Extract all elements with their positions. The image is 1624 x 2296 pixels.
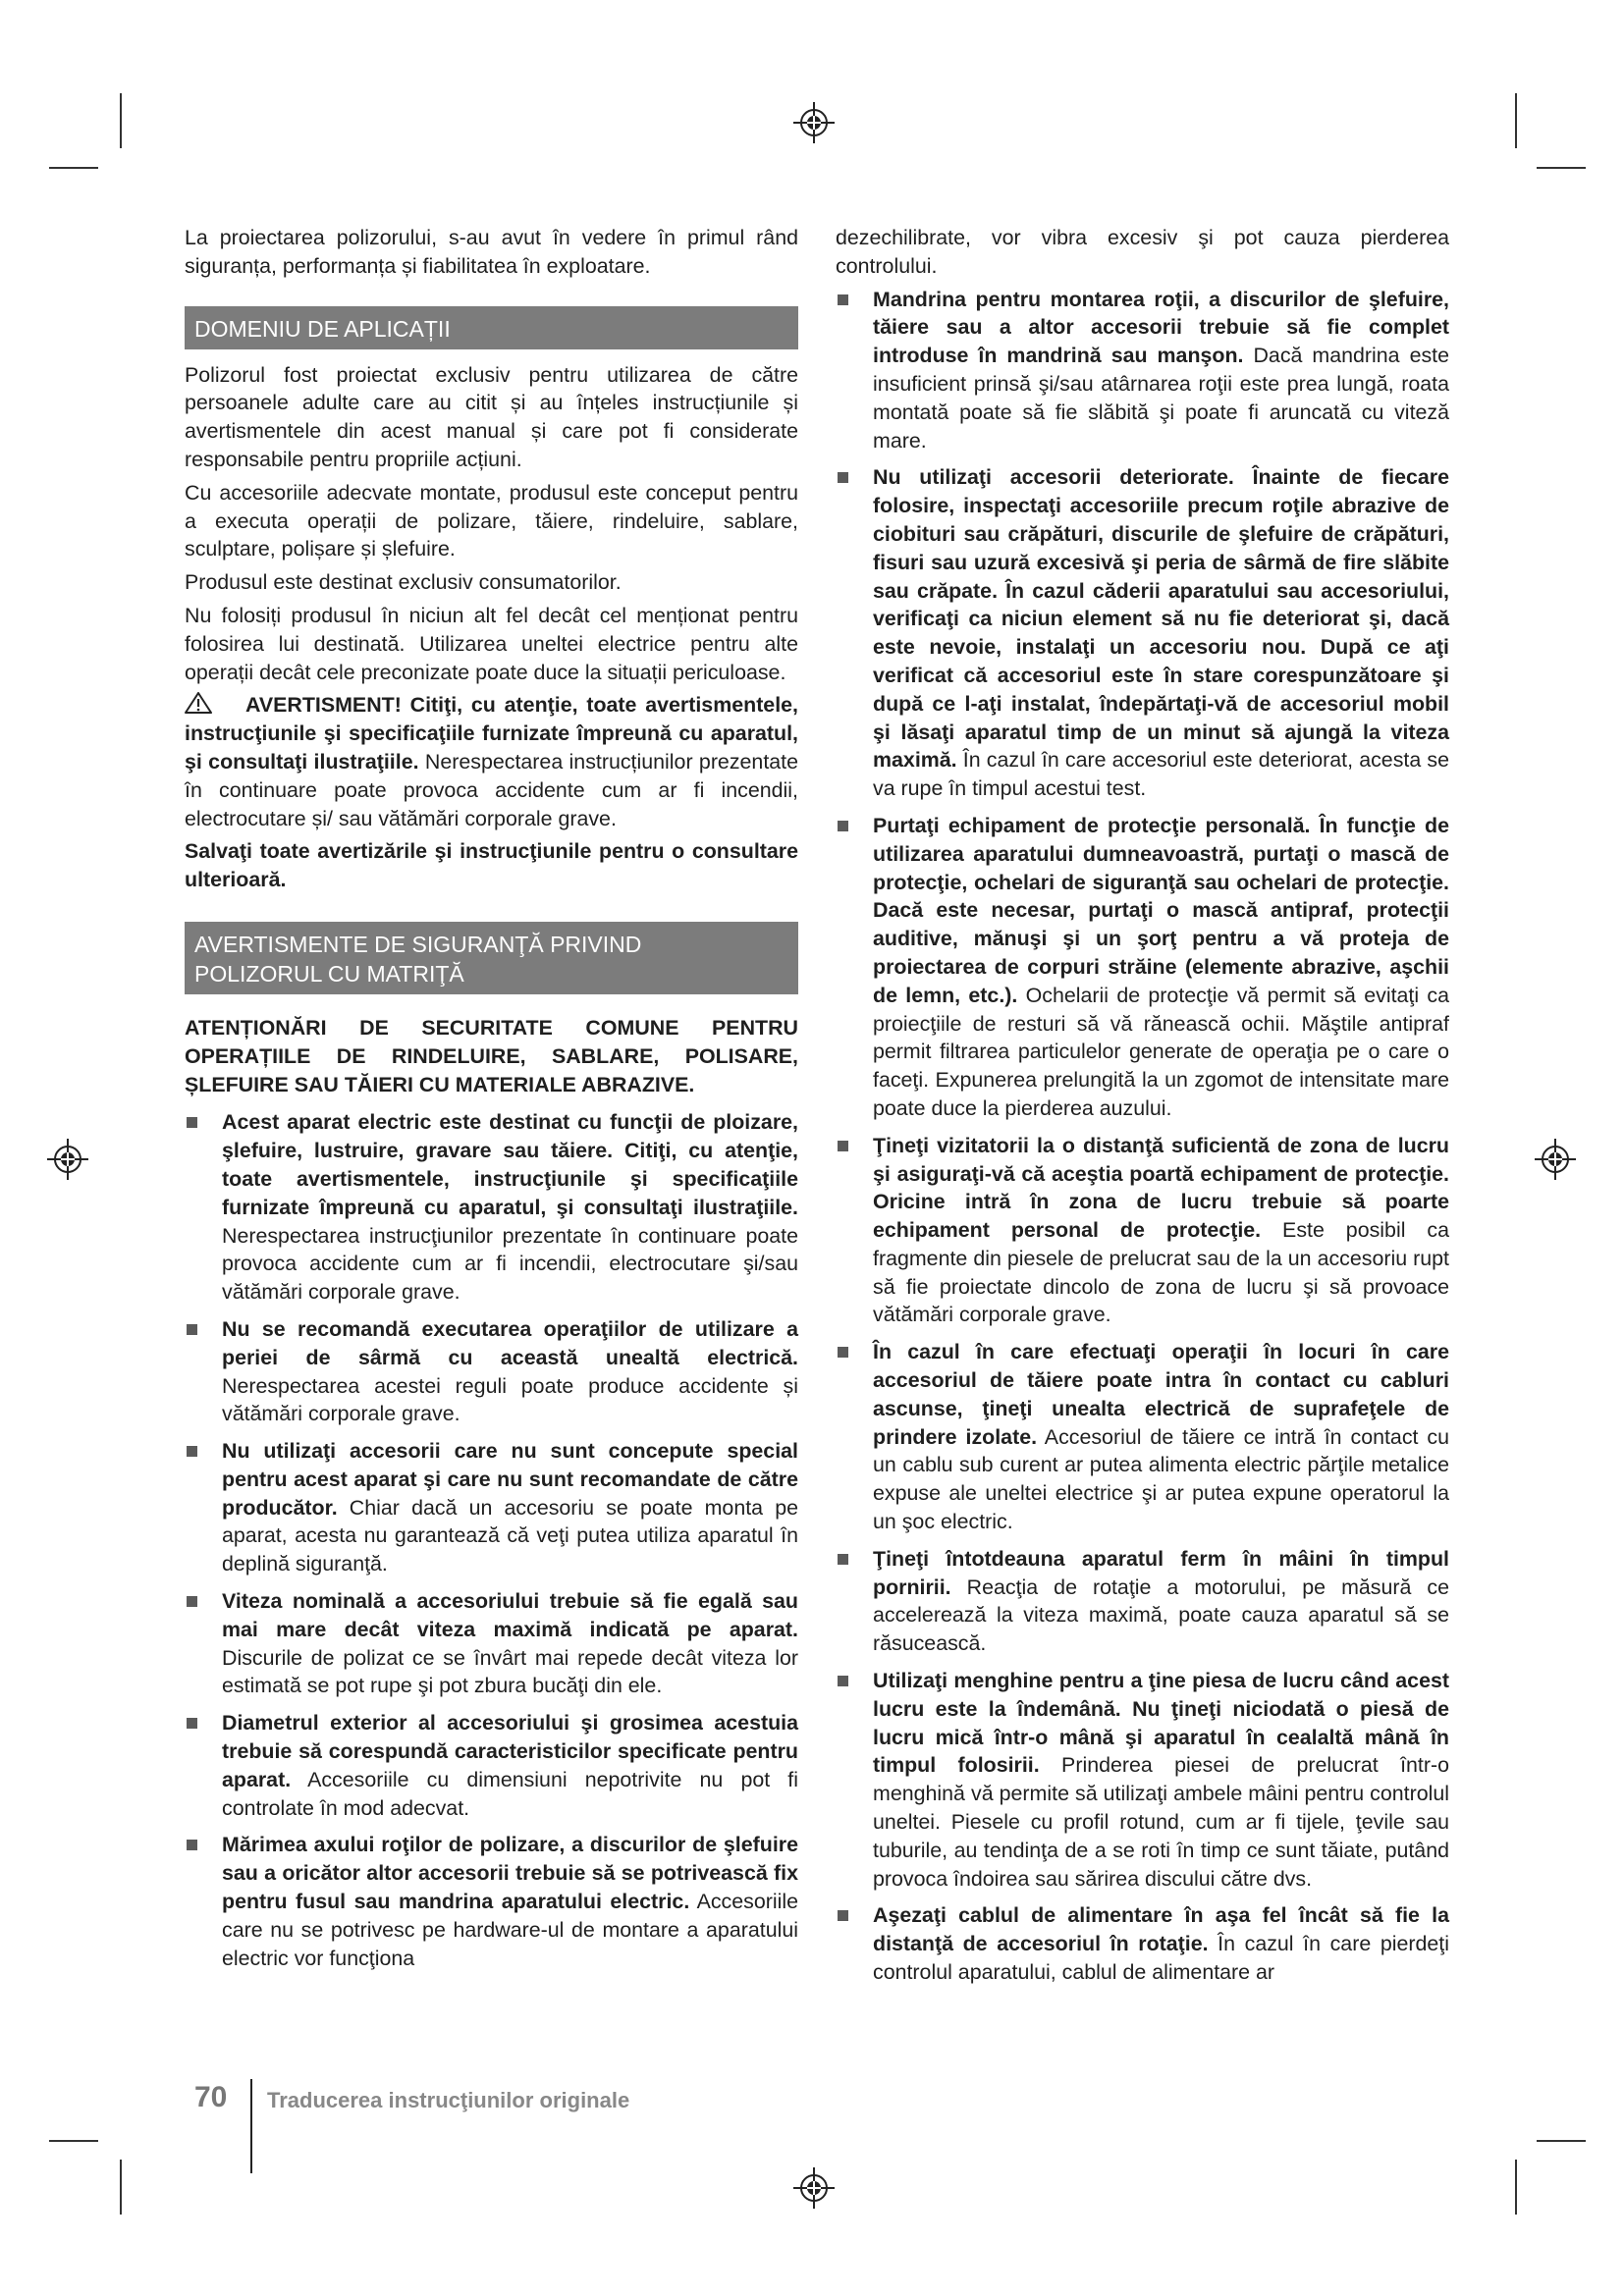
item-text: Discurile de polizat ce se învârt mai repede decât viteza lor estimată se pot rupe şi pot zbura bucăţi din ele. (222, 1645, 798, 1698)
warning-bold-text: AVERTISMENT! Citiţi, cu atenţie, toate avertismentele, instrucţiunile şi specificaţiile furnizate împreună cu aparatul, şi consultaţi ilustraţiile. (185, 693, 798, 774)
right-column (836, 224, 1449, 1996)
paragraph: Produsul este destinat exclusiv consumatorilor. (185, 570, 622, 595)
list-item (836, 286, 1449, 455)
subheading-common-warnings: ATENȚIONĂRI DE SECURITATE COMUNE PENTRU OPERAȚIILE DE RINDELUIRE, SABLARE, POLISARE, ȘLEFUIRE SAU TĂIERI CU MATERIALE ABRAZIVE. (185, 1015, 798, 1096)
bullet-icon (838, 294, 848, 305)
list-item (185, 1437, 798, 1578)
heading-line: POLIZORUL CU MATRIŢĂ (194, 960, 464, 987)
bullet-icon (838, 821, 848, 831)
item-bold: Mandrina pentru montarea roţii, a discurilor de şlefuire, tăiere sau a altor accesorii trebuie să fie complet introduse în mandrină sau manşon. (873, 287, 1449, 368)
item-text: Nerespectarea instrucţiunilor prezentate în continuare poate provoca accidente cum ar fi incendii, electrocutare şi/sau vătămări corporale grave. (222, 1223, 798, 1305)
bullet-icon (838, 1347, 848, 1358)
registration-mark-icon (793, 102, 835, 143)
list-item (836, 1667, 1449, 1893)
left-column (185, 224, 798, 1981)
left-warning-list (185, 1108, 798, 1972)
crop-mark (1515, 93, 1517, 148)
registration-mark-icon (793, 2167, 835, 2209)
bullet-icon (187, 1446, 197, 1457)
item-text: Ochelarii de protecţie vă permit să evitaţi ca proiecţiile de resturi să vă rănească ochii. Măştile antipraf permit filtrarea particulelor generate de operaţia pe o care o faceţi. Expunerea prelungită la un zgomot de intensitate mare poate duce la pierderea auzului. (873, 983, 1449, 1120)
item-bold: Acest aparat electric este destinat cu funcţii de ploizare, şlefuire, lustruire, gravare sau tăiere. Citiţi, cu atenţie, toate avertismentele, instrucţiunile şi specificaţiile furnizate împreună cu aparatul, şi consultaţi ilustraţiile. (222, 1110, 798, 1219)
crop-mark (1537, 2140, 1586, 2142)
crop-mark (120, 2160, 122, 2215)
paragraph: Cu accesoriile adecvate montate, produsul este conceput pentru a executa operații de polizare, tăiere, rindeluire, sablare, sculptare, polișare și șlefuire. (185, 480, 798, 561)
bullet-icon (187, 1596, 197, 1607)
item-bold: Ţineţi vizitatorii la o distanţă suficientă de zona de lucru şi asiguraţi-vă că aceştia poartă echipament de protecţie. Oricine intră în zona de lucru trebuie să poarte echipament personal de protecţie. (873, 1133, 1449, 1243)
item-bold: Nu se recomandă executarea operaţiilor de utilizare a periei de sârmă cu această unealtă electrică. (222, 1316, 798, 1369)
item-text: Chiar dacă un accesoriu se poate monta pe aparat, acesta nu garantează că veţi putea utiliza aparatul în deplină siguranţă. (222, 1495, 798, 1576)
list-item (185, 1709, 798, 1822)
footer-divider (250, 2079, 252, 2173)
bullet-icon (187, 1117, 197, 1128)
section-heading-applications: DOMENIU DE APLICAȚII (185, 306, 798, 349)
paragraph: Nu folosiți produsul în niciun alt fel decât cel menționat pentru folosirea lui destinată. Utilizarea uneltei electrice pentru alte operații decât cele preconizate poate duce la situații periculoase. (185, 603, 798, 684)
registration-mark-icon (1535, 1139, 1576, 1180)
item-text: În cazul în care pierdeţi controlul aparatului, cablul de alimentare ar (873, 1932, 1449, 1985)
item-bold: Nu utilizaţi accesorii care nu sunt concepute special pentru acest aparat şi care nu sunt recomandate de către producător. (222, 1439, 798, 1520)
list-item (836, 1901, 1449, 1986)
item-bold: Viteza nominală a accesoriului trebuie să fie egală sau mai mare decât viteza maximă indicată pe aparat. (222, 1589, 798, 1641)
footer-text: Traducerea instrucţiunilor originale (267, 2088, 630, 2112)
heading-line: AVERTISMENTE DE SIGURANŢĂ PRIVIND (194, 931, 642, 957)
item-bold: Utilizaţi menghine pentru a ţine piesa de lucru când acest lucru este la îndemână. Nu ţineţi niciodată o piesă de lucru mică într-o mână şi aparatul în cealaltă mână în timpul folosirii. (873, 1669, 1449, 1778)
list-item (185, 1108, 798, 1307)
list-item (185, 1315, 798, 1428)
crop-mark (49, 167, 98, 169)
item-text: Accesoriile care nu se potrivesc pe hardware-ul de montare a aparatului electric vor funcţiona (222, 1890, 799, 1970)
item-text: Accesoriile cu dimensiuni nepotrivite nu pot fi controlate în mod adecvat. (222, 1767, 798, 1820)
crop-mark (49, 2140, 98, 2142)
paragraph: Polizorul fost proiectat exclusiv pentru utilizarea de către persoanele adulte care au citit și au înțeles instrucțiunile și avertismentele din acest manual și care pot fi considerate responsabile pentru propriile acțiuni. (185, 362, 798, 471)
intro-paragraph: La proiectarea polizorului, s-au avut în vedere în primul rând siguranța, performanța și fiabilitatea în exploatare. (185, 226, 798, 278)
item-bold: Purtaţi echipament de protecţie personală. În funcţie de utilizarea aparatului dumneavoastră, purtaţi o mască de protecţie, ochelari de siguranţă sau ochelari de protecţie. Dacă este necesar, purtaţi o mască antipraf, protecţii auditive, mănuşi şi un şorţ pentru a vă proteja de proiectarea de corpuri străine (elemente abrazive, aşchii de lemn, etc.). (873, 813, 1449, 1007)
crop-mark (1515, 2160, 1517, 2215)
bullet-icon (187, 1718, 197, 1729)
bullet-icon (838, 1554, 848, 1565)
continuation-paragraph: dezechilibrate, vor vibra excesiv şi pot cauza pierderea controlului. (836, 226, 1449, 278)
page-number: 70 (194, 2081, 228, 2113)
item-text: Este posibil ca fragmente din piesele de prelucrat sau de la un accesoriu rupt să fie proiectate dincolo de zona de lucru şi să provoace vătămări corporale grave. (873, 1218, 1449, 1327)
item-bold: În cazul în care efectuaţi operaţii în locuri în care accesoriul de tăiere poate intra în contact cu cabluri ascunse, ţineţi unealta electrică de suprafeţele de prindere izolate. (873, 1340, 1449, 1449)
list-item (836, 1132, 1449, 1330)
item-text: Prinderea piesei de prelucrat într-o menghină vă permite să utilizaţi ambele mâini pentru controlul uneltei. Piesele cu profil rotund, cum ar fi tijele, ţevile sau tuburile, au tendinţa de a se roti în timp ce sunt tăiate, putând provoca îndoirea sau sărirea discului către dvs. (873, 1753, 1450, 1891)
list-item (185, 1831, 798, 1972)
list-item (836, 1338, 1449, 1536)
warning-text: Nerespectarea instrucțiunilor prezentate în continuare poate provoca accidente cum ar fi incendii, electrocutare și/ sau vătămări corporale grave. (185, 749, 798, 830)
bullet-icon (838, 1910, 848, 1921)
item-text: Reacţia de rotaţie a motorului, pe măsură ce accelerează la viteza maximă, poate cauza aparatul să se răsucească. (873, 1575, 1449, 1656)
bullet-icon (187, 1840, 197, 1850)
list-item (836, 812, 1449, 1123)
warning-triangle-icon (185, 692, 212, 714)
crop-mark (120, 93, 122, 148)
save-note (185, 837, 798, 894)
right-warning-list (836, 286, 1449, 1987)
list-item (836, 1545, 1449, 1658)
list-item (836, 463, 1449, 803)
item-text: Nerespectarea acestei reguli poate produce accidente și vătămări corporale grave. (222, 1373, 798, 1426)
item-bold: Mărimea axului roţilor de polizare, a discurilor de şlefuire sau a oricător altor accesorii trebuie să se potrivească fix pentru fusul sau mandrina aparatului electric. (222, 1833, 798, 1914)
bullet-icon (838, 1141, 848, 1151)
bullet-icon (838, 472, 848, 483)
item-bold: Ţineţi întotdeauna aparatul ferm în mâini în timpul pornirii. (873, 1546, 1449, 1599)
bullet-icon (838, 1676, 848, 1686)
item-text: Dacă mandrina este insuficient prinsă şi/sau atârnarea roţii este prea lungă, roata montată poate să fie slăbită şi poate fi aruncată cu viteză mare. (873, 344, 1449, 453)
bullet-icon (187, 1324, 197, 1335)
item-bold: Aşezaţi cablul de alimentare în aşa fel încât să fie la distanţă de accesoriul în rotaţie. (873, 1903, 1449, 1956)
item-text: În cazul în care accesoriul este deteriorat, acesta se va rupe în timpul acestui test. (873, 748, 1449, 801)
warning-paragraph (185, 691, 798, 832)
item-text: Accesoriul de tăiere ce intră în contact cu un cablu sub curent ar putea alimenta electric părţile metalice expuse ale uneltei electrice şi ar putea expune operatorul la un şoc electric. (873, 1424, 1449, 1534)
item-bold: Nu utilizaţi accesorii deteriorate. Înainte de fiecare folosire, inspectaţi accesoriile precum roţile abrazive de ciobituri sau crăpături, discurile de şlefuire de crăpături, fisuri sau uzură excesivă şi peria de sârmă de fire slăbite sau crăpate. În cazul căderii aparatului sau accesoriului, verificaţi ca niciun element să nu fie deteriorat şi, dacă este nevoie, instalaţi un accesoriu nou. După ce aţi verificat că accesoriul este în stare corespunzătoare şi după ce l-aţi instalat, îndepărtaţi-vă de accesoriul mobil şi lăsaţi aparatul timp de un minut să ajungă la viteza maximă. (873, 465, 1449, 773)
list-item (185, 1587, 798, 1700)
item-bold: Diametrul exterior al accesoriului şi grosimea acestuia trebuie să corespundă caracteristicilor specificate pentru aparat. (222, 1711, 798, 1791)
crop-mark (1537, 167, 1586, 169)
save-note-text: Salvaţi toate avertizările şi instrucţiunile pentru o consultare ulterioară. (185, 839, 798, 892)
section-heading-safety-warnings (185, 922, 798, 994)
registration-mark-icon (47, 1139, 88, 1180)
